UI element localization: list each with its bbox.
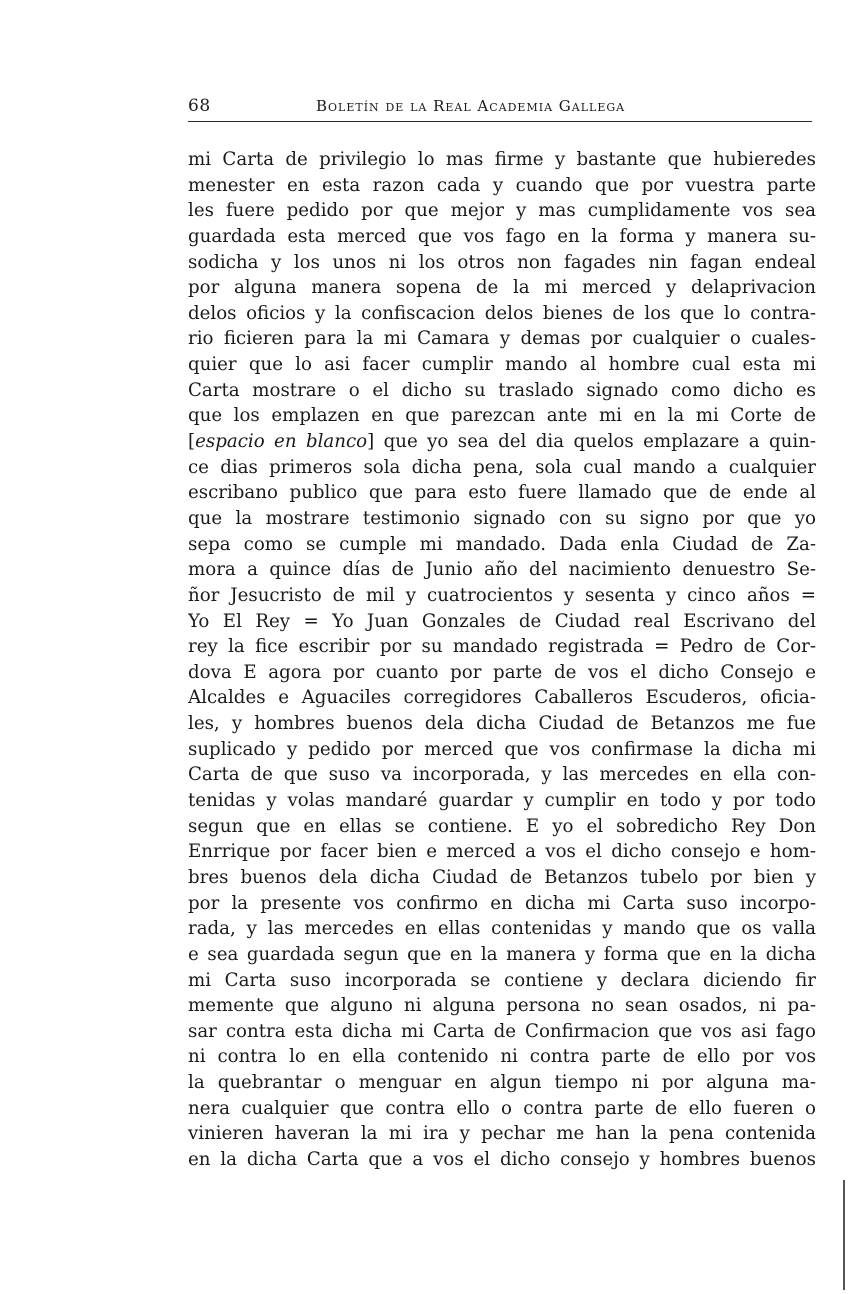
text-line: vinieren haveran la mi ira y pechar me han la pena contenida	[188, 1123, 816, 1145]
text-line: Carta de que suso va incorporada, y las mercedes en ella con-	[188, 764, 816, 786]
text-line: rio ficieren para la mi Camara y demas por cualquier o cuales-	[188, 328, 816, 350]
body-text	[188, 147, 816, 1173]
text-line: e sea guardada segun que en la manera y forma que en la dicha	[188, 943, 816, 965]
text-line: segun que en ellas se contiene. E yo el sobredicho Rey Don	[188, 815, 816, 837]
text-line: en la dicha Carta que a vos el dicho consejo y hombres buenos	[188, 1148, 816, 1170]
text-line: por alguna manera sopena de la mi merced y delaprivacion	[188, 277, 816, 299]
text-line: Alcaldes e Aguaciles corregidores Caballeros Escuderos, oficia-	[188, 687, 816, 709]
text-line: quier que lo asi facer cumplir mando al hombre cual esta mi	[188, 354, 816, 376]
text-line: mi Carta de privilegio lo mas firme y bastante que hubieredes	[188, 149, 816, 170]
text-line: ñor Jesucristo de mil y cuatrocientos y sesenta y cinco años =	[188, 584, 816, 606]
page-number: 68	[188, 96, 211, 116]
text-line: rey la fice escribir por su mandado registrada = Pedro de Cor-	[188, 636, 816, 658]
text-line: sepa como se cumple mi mandado. Dada enla Ciudad de Za-	[188, 533, 816, 555]
text-line: les fuere pedido por que mejor y mas cumplidamente vos sea	[188, 200, 816, 222]
text-line: por la presente vos confirmo en dicha mi Carta suso incorpo-	[188, 892, 816, 914]
text-line: la quebrantar o menguar en algun tiempo ni por alguna ma-	[188, 1072, 816, 1094]
text-line: sar contra esta dicha mi Carta de Confirmacion que vos asi fago	[188, 1020, 816, 1042]
text-line: Enrrique por facer bien e merced a vos el dicho consejo e hom-	[188, 841, 816, 863]
text-line: escribano publico que para esto fuere llamado que de ende al	[188, 482, 816, 504]
text-line: menester en esta razon cada y cuando que por vuestra parte	[188, 174, 816, 196]
text-line: [espacio en blanco] que yo sea del dia quelos emplazare a quin-	[188, 431, 816, 453]
text-line: ni contra lo en ella contenido ni contra parte de ello por vos	[188, 1046, 816, 1068]
text-line: memente que alguno ni alguna persona no sean osados, ni pa-	[188, 995, 816, 1017]
text-line: sodicha y los unos ni los otros non fagades nin fagan endeal	[188, 251, 816, 273]
text-line: bres buenos dela dicha Ciudad de Betanzos tubelo por bien y	[188, 866, 816, 888]
text-line: mora a quince días de Junio año del nacimiento denuestro Se-	[188, 559, 816, 581]
scan-edge-mark	[843, 1180, 845, 1290]
text-line: Carta mostrare o el dicho su traslado signado como dicho es	[188, 379, 816, 401]
page-header	[188, 93, 812, 122]
text-line: que la mostrare testimonio signado con su signo por que yo	[188, 507, 816, 529]
running-head: Boletín de la Real Academia Gallega	[316, 97, 626, 115]
text-line: suplicado y pedido por merced que vos confirmase la dicha mi	[188, 738, 816, 760]
text-line: delos oficios y la confiscacion delos bienes de los que lo contra-	[188, 302, 816, 324]
text-line: Yo El Rey = Yo Juan Gonzales de Ciudad real Escrivano del	[188, 610, 816, 632]
text-line: rada, y las mercedes en ellas contenidas y mando que os valla	[188, 918, 816, 940]
text-line: guardada esta merced que vos fago en la forma y manera su-	[188, 225, 816, 247]
text-line: nera cualquier que contra ello o contra parte de ello fueren o	[188, 1097, 816, 1119]
text-line: les, y hombres buenos dela dicha Ciudad de Betanzos me fue	[188, 713, 816, 735]
text-line: ce dias primeros sola dicha pena, sola cual mando a cualquier	[188, 456, 816, 478]
text-line: mi Carta suso incorporada se contiene y declara diciendo fir	[188, 969, 816, 991]
text-line: dova E agora por cuanto por parte de vos el dicho Consejo e	[188, 661, 816, 683]
text-line: que los emplazen en que parezcan ante mi en la mi Corte de	[188, 405, 816, 427]
text-line: tenidas y volas mandaré guardar y cumplir en todo y por todo	[188, 790, 816, 812]
editorial-note: espacio en blanco	[195, 431, 368, 453]
